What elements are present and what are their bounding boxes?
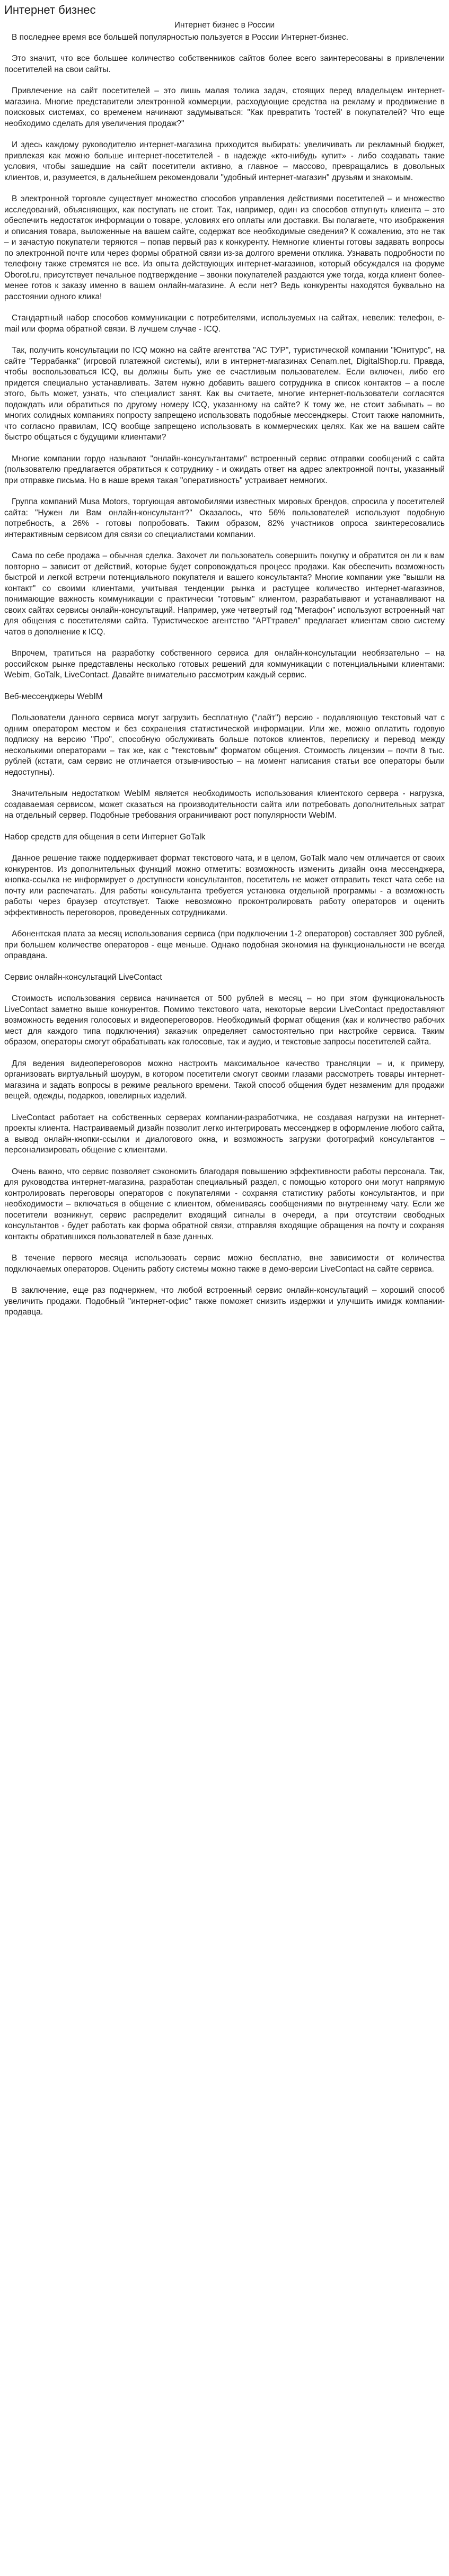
article-paragraph: Впрочем, тратиться на разработку собственного сервиса для онлайн-консультации необязательно – на российском рынке представлены несколько готовых решений для коммуникации с потенциальными клиентами: Webim, GoTalk, LiveContact. Давайте внимательно рассмотрим каждый сервис. (4, 649, 445, 679)
article-paragraph: Это значит, что все большее количество собственников сайтов более всего заинтересованы в привлечении посетителей на свои сайты. (4, 54, 445, 74)
article-paragraph: И здесь каждому руководителю интернет-магазина приходится выбирать: увеличивать ли рекламный бюджет, привлекая как можно больше интернет-посетителей - в надежде «кто-нибудь купит» - либо создавать такие условия, чтобы зашедшие на сайт посетители активно, а главное – массово, превращались в довольных клиентов, и, разумеется, в дальнейшем рекомендовали "удобный интернет-магазин" друзьям и знакомым. (4, 140, 445, 182)
article-paragraph: Стоимость использования сервиса начинается от 500 рублей в месяц – но при этом функциональность LiveContact заметно выше конкурентов. Помимо текстового чата, некоторые версии LiveContact предоставляют возможность ведения голосовых и видеопереговоров. Необходимый формат общения (как и количество рабочих мест для каждого типа подключения) заказчик определяет самостоятельно при настройке сервиса. Таким образом, операторы смогут обрабатывать как голосовые, так и аудио, и текстовые запросы посетителей сайта. (4, 994, 445, 1046)
article-paragraph: Многие компании гордо называют "онлайн-консультантами" встроенный сервис отправки сообщений с сайта (пользователю предлагается обратиться к сотруднику - и ожидать ответ на адрес электронной почты, указанный при отправке письма. Но в наше время такая "оперативность" устраивает немногих. (4, 454, 445, 485)
article-body (4, 20, 445, 1318)
article-paragraph: LiveContact работает на собственных серверах компании-разработчика, не создавая нагрузки на интернет-проекты клиента. Настраиваемый дизайн позволит легко интегрировать мессенджер в оформление любого сайта, а вывод онлайн-кнопки-ссылки и диалогового окна, и возможность загрузки фотографий консультантов – персонализировать общение с клиентами. (4, 1113, 445, 1155)
page-title: Интернет бизнес (4, 3, 96, 16)
article-paragraph: Так, получить консультации по ICQ можно на сайте агентства "АС ТУР", туристической компании "Юнитурс", на сайте "Террабанка" (игровой платежной системы), или в интернет-магазинах Cenam.net, DigitalShop.ru. Правда, чтобы воспользоваться ICQ, вы должны быть уже ее счастливым пользователем. Если включен, либо его придется специально устанавливать. Затем нужно добавить вашего сотрудника в список контактов – а после этого, быть может, узнать, что специалист занят. Как вы считаете, многие интернет-пользователи согласятся подождать или обратиться по другому номеру ICQ, указанному на сайте? К тому же, не стоит забывать – во многих солидных компаниях попросту запрещено использовать подобные мессенджеры. Стоит также напомнить, что согласно правилам, ICQ вообще запрещено использовать в коммерческих целях. Как же на вашем сайте быстро общаться с будущими клиентами? (4, 346, 445, 442)
article-paragraph: Очень важно, что сервис позволяет сэкономить благодаря повышению эффективности работы персонала. Так, для руководства интернет-магазина, разработан специальный раздел, с помощью которого они могут напрямую контролировать переговоры операторов с покупателями - сохраняя статистику работы консультантов, и при необходимости – включаться в общение с клиентом, обмениваясь сообщениями по внутреннему чату. Если же посетители возникнут, сервис распределит входящий сигналы в очереди, а при отсутствии свободных консультантов - будет работать как форма обратной связи, отправляя входящие обращения на почту и сохраняя контакты обратившихся пользователей в базе данных. (4, 1167, 445, 1241)
article-paragraph: Для ведения видеопереговоров можно настроить максимальное качество трансляции – и, к примеру, организовать виртуальный шоурум, в котором посетители смогут своими глазами рассмотреть товары интернет-магазина и задать вопросы в режиме реального времени. Такой способ общения будет незаменим для продажи вещей, одежды, подарков, ювелирных изделий. (4, 1059, 445, 1101)
article-paragraph: Привлечение на сайт посетителей – это лишь малая толика задач, стоящих перед владельцем интернет-магазина. Многие представители электронной коммерции, расходующие средства на рекламу и продвижение в поисковых системах, со временем начинают задумываться: "Как превратить 'гостей' в покупателей? Что еще необходимо сделать для увеличения продаж?" (4, 86, 445, 128)
article-paragraph: В электронной торговле существует множество способов управления действиями посетителей – и множество исследований, объясняющих, как поступать не стоит. Так, например, один из способов отпугнуть клиента – это обеспечить недостаток информации о товаре, условиях его оплаты или доставки. Вы полагаете, что изображения и описания товара, выложенные на вашем сайте, содержат все необходимые сведения? К сожалению, это не так – и зачастую покупатели теряются – попав первый раз к конкуренту. Немногие клиенты готовы задавать вопросы по электронной почте или через формы обратной связи из-за долгого времени отклика. Узнавать подробности по телефону также стремятся не все. Из опыта действующих интернет-магазинов, который обсуждался на форуме Oborot.ru, присутствует печальное подтверждение – звонки покупателей раздаются уже тогда, когда клиент более-менее готов к заказу именно в вашем онлайн-магазине. А если нет? Ведь конкуренты находятся буквально на расстоянии одного клика! (4, 194, 445, 301)
article-paragraph: В последнее время все большей популярностью пользуется в России Интернет-бизнес. (12, 32, 349, 42)
section-heading: Веб-мессенджеры WebIM (4, 692, 103, 701)
article-paragraph: Стандартный набор способов коммуникации с потребителями, используемых на сайтах, невелик: телефон, e-mail или форма обратной связи. В лучшем случае - ICQ. (4, 314, 445, 334)
article-content (4, 32, 445, 1318)
article-paragraph: Значительным недостатком WebIM является необходимость использования клиентского сервера - нагрузка, создаваемая сервисом, может сказаться на производительности сайта или потребовать дополнительных затрат на отдельный сервер. Подобные требования ограничивают рост популярности WebIM. (4, 789, 445, 820)
article-paragraph: В заключение, еще раз подчеркнем, что любой встроенный сервис онлайн-консультаций – хороший способ увеличить продажи. Подобный "интернет-офис" также поможет снизить издержки и улучшить имидж компании-продавца. (4, 1286, 445, 1317)
article-paragraph: Сама по себе продажа – обычная сделка. Захочет ли пользователь совершить покупку и обратится он ли к вам повторно – зависит от действий, которые будет сопровождаться процесс продажи. Как обеспечить возможность быстрой и легкой встречи потенциального покупателя и вашего консультанта? Многие компании уже "вышли на контакт" со своими клиентами, учитывая тенденции рынка и растущее количество интернет-магазинов, понимающие важность коммуникации с практически "готовым" клиентом, разрабатывают и устанавливают на своих сайтах сервисы онлайн-консультаций. Например, уже четвертый год "Мегафон" используют встроенный чат для общения с посетителями сайта. Туристическое агентство "АРТтравел" предлагает клиентам свою систему чатов в дополнение к ICQ. (4, 551, 445, 637)
article-paragraph: Пользователи данного сервиса могут загрузить бесплатную ("лайт") версию - подавляющую текстовый чат с одним оператором местом и без сохранения статистической информации. Или же, можно оплатить годовую подписку на версию "Про", способную обслуживать больше потоков клиентов, переписку и перевод между несколькими операторами – так же, как с "текстовым" форматом общения. Стоимость лицензии – почти 8 тыс. рублей (кстати, сам сервис не отличается отзывчивостью – на момент написания статьи все операторы были недоступны). (4, 713, 445, 777)
article-subtitle: Интернет бизнес в России (174, 21, 275, 30)
section-heading: Набор средств для общения в сети Интернет GoTalk (4, 832, 206, 842)
article-paragraph: Данное решение также поддерживает формат текстового чата, и в целом, GoTalk мало чем отличается от своих конкурентов. Из дополнительных функций можно отметить: возможность изменить дизайн окна мессенджера, кнопка-ссылка не информирует о доступности консультантов, посетитель не может отправить текст чата себе на почту или распечатать. Для работы консультанта требуется установка отдельной программы - а возможность работы через браузер отсутствует. Также невозможно проконтролировать работу операторов и оценить эффективность переговоров, проведенных сотрудниками. (4, 854, 445, 917)
section-heading: Сервис онлайн-консультаций LiveContact (4, 972, 162, 982)
article-paragraph: Абонентская плата за месяц использования сервиса (при подключении 1-2 операторов) составляет 300 рублей, при большем количестве операторов - еще меньше. Однако подобная экономия на функциональности не всегда оправдана. (4, 929, 445, 960)
article-paragraph: В течение первого месяца использовать сервис можно бесплатно, вне зависимости от количества подключаемых операторов. Оценить работу системы можно также в демо-версии LiveContact на сайте сервиса. (4, 1254, 445, 1274)
article-paragraph: Группа компаний Musa Motors, торгующая автомобилями известных мировых брендов, спросила у посетителей сайта: "Нужен ли Вам онлайн-консультант?" Оказалось, что 56% пользователей используют подобную потребность, а 26% - готовы попробовать. Таким образом, 82% участников опроса заинтересовались интерактивным сервисом для связи со специалистами компании. (4, 497, 445, 539)
